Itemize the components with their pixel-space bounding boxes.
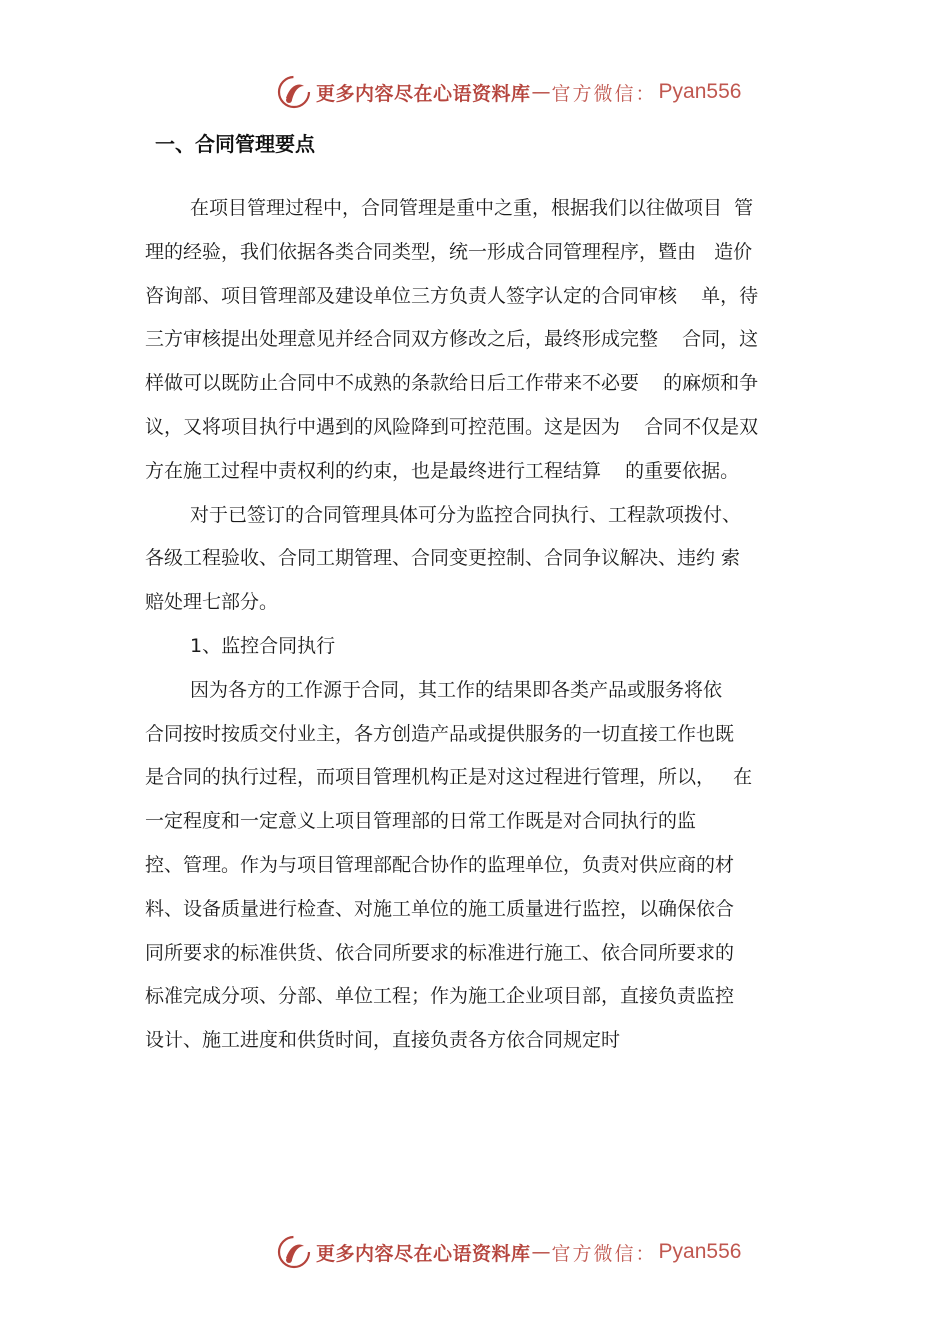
paragraph-line: 同所要求的标准供货、依合同所要求的标准进行施工、依合同所要求的 [145,941,735,964]
brand-text: 更多内容尽在心语资料库 [316,82,531,105]
wechat-id: Pyan556 [658,80,742,103]
paragraph-line: 设计、施工进度和供货时间，直接负责各方依合同规定时 [145,1029,621,1052]
paragraph-line: 控、管理。作为与项目管理部配合协作的监理单位，负责对供应商的材 [145,853,735,876]
brand-logo-icon [276,1234,312,1270]
paragraph-line: 在项目管理过程中，合同管理是重中之重，根据我们以往做项目 管 [190,197,754,219]
header-banner [276,72,741,112]
paragraph-line: 1、监控合同执行 [190,634,336,657]
wechat-label: 官方微信： [551,1242,657,1265]
paragraph-line: 方在施工过程中责权利的约束，也是最终进行工程结算 的重要依据。 [145,459,740,482]
paragraph-line: 合同按时按质交付业主，各方创造产品或提供服务的一切直接工作也既 [145,722,735,745]
paragraph-line: 一定程度和一定意义上项目管理部的日常工作既是对合同执行的监 [145,810,697,833]
paragraph-line: 因为各方的工作源于合同，其工作的结果即各类产品或服务将依 [190,678,723,701]
paragraph-line: 赔处理七部分。 [145,591,279,614]
paragraph-line: 三方审核提出处理意见并经合同双方修改之后，最终形成完整 合同，这 [145,328,759,351]
paragraph-line: 各级工程验收、合同工期管理、合同变更控制、合同争议解决、违约 索 [145,547,741,570]
paragraph-line: 对于已签订的合同管理具体可分为监控合同执行、工程款项拨付、 [190,503,742,526]
paragraph-line: 咨询部、项目管理部及建设单位三方负责人签字认定的合同审核 单，待 [145,284,759,307]
wechat-id: Pyan556 [658,1240,742,1263]
section-heading: 一、合同管理要点 [155,132,315,156]
paragraph-line: 样做可以既防止合同中不成熟的条款给日后工作带来不必要 的麻烦和争 [145,372,759,395]
paragraph-line: 料、设备质量进行检查、对施工单位的施工质量进行监控，以确保依合 [145,897,735,920]
paragraph-line: 理的经验，我们依据各类合同类型，统一形成合同管理程序，暨由 造价 [145,240,753,263]
paragraph-line: 标准完成分项、分部、单位工程；作为施工企业项目部，直接负责监控 [145,985,735,1008]
brand-text: 更多内容尽在心语资料库 [316,1242,531,1265]
document-body [145,187,835,1063]
footer-banner [276,1232,741,1272]
paragraph-line: 议，又将项目执行中遇到的风险降到可控范围。这是因为 合同不仅是双 [145,415,759,438]
banner-dash: — [531,1241,551,1263]
wechat-label: 官方微信： [551,82,657,105]
brand-logo-icon [276,74,312,110]
banner-dash: — [531,81,551,103]
paragraph-line: 是合同的执行过程，而项目管理机构正是对这过程进行管理，所以， 在 [145,766,753,789]
